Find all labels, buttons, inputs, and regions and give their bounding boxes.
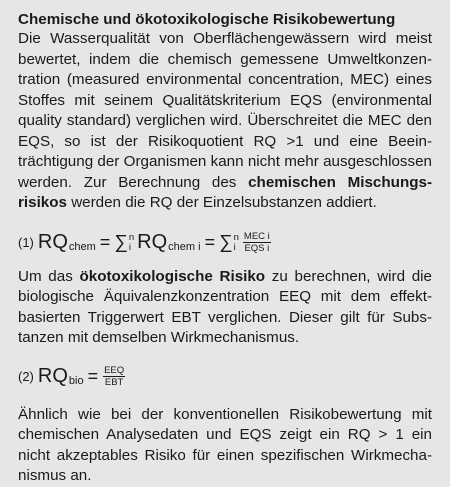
formula-term-subscript: chem i (168, 240, 201, 253)
fraction-denominator: EBT (104, 377, 124, 388)
paragraph-text: Die Wasserqualität von Oberflächengewässern wird meist bewertet, indem die chemisch gemessene Umweltkonzentration (measured environmental concentration, MEC) eines Stoffes mit seinem Qualitätskriterium EQS (environmental quality standard) verglichen wird. Überschreitet die MEC den EQS, so ist der Risikoquotient RQ >1 und eine Beeinträchtigung der Organismen kann nicht mehr ausgeschlossen werden. Zur Berechnung des (18, 30, 432, 191)
formula-lhs: RQ (37, 365, 68, 387)
paragraph-text: werden die RQ der Einzelsubstanzen addiert. (66, 194, 377, 211)
bold-term: chemischen Mischungsrisikos (18, 173, 433, 211)
formula-2 (18, 365, 432, 389)
formula-lhs: RQ (37, 231, 68, 253)
fraction-denominator: EQS i (244, 243, 270, 254)
fraction (243, 231, 271, 254)
formula-term: RQ (137, 231, 168, 253)
box-title: Chemische und ökotoxikologische Risikobewertung (18, 11, 396, 28)
paragraph-conclusion: Ähnlich wie bei der konventionellen Risikobewertung mit chemischen Analysedaten und EQS zeigt ein RQ > 1 ein nicht akzeptables Risiko für einen spezifischen Wirkmechanismus an. (18, 405, 432, 484)
bold-term: ökotoxikologische Risiko (79, 267, 266, 285)
formula-number: (1) (18, 235, 34, 250)
paragraph-ecotox-risk (18, 267, 432, 349)
sum-upper: n (233, 231, 239, 243)
formula-lhs-subscript: bio (68, 374, 84, 387)
sum-symbol: ∑ (219, 231, 233, 253)
fraction-numerator: EEQ (104, 365, 125, 376)
equals-sign: = (204, 232, 216, 252)
sum-lower: i (233, 241, 236, 253)
fraction-numerator: MEC i (243, 231, 270, 242)
paragraph-text: Um das (18, 267, 80, 285)
sum-symbol: ∑ (114, 231, 128, 253)
formula-1 (18, 231, 432, 255)
formula-lhs-subscript: chem (68, 240, 96, 253)
fraction (103, 365, 125, 388)
sum-lower: i (128, 241, 131, 253)
paragraph-chemical-risk (18, 29, 432, 214)
equals-sign: = (99, 232, 111, 252)
paragraph-text: zu berechnen, wird die biologische Äquivalenzkonzentration EEQ mit dem effektbasierten Triggerwert EBT verglichen. Dieser gilt für Substanzen mit demselben Wirkmechanismus. (18, 267, 432, 346)
sum-upper: n (128, 231, 135, 243)
equals-sign: = (87, 366, 99, 386)
sum-limits (129, 233, 134, 253)
formula-number: (2) (18, 369, 34, 384)
sum-limits (234, 233, 239, 253)
